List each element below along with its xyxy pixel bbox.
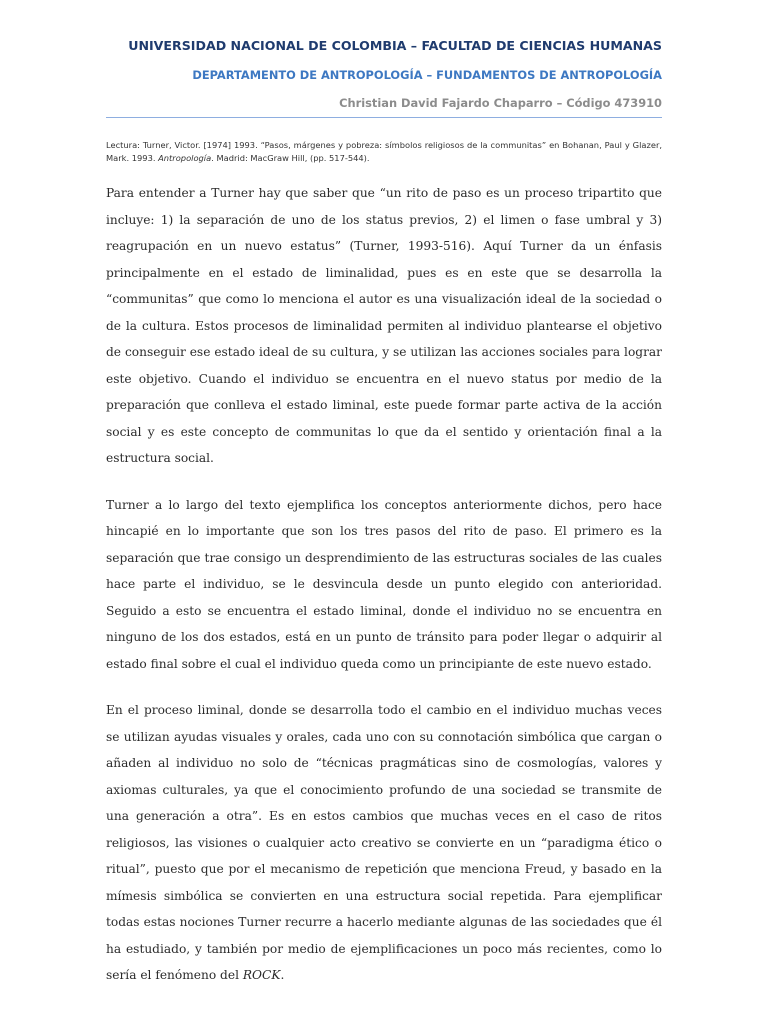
header-divider xyxy=(106,117,662,118)
reading-reference xyxy=(106,139,662,165)
paragraph-3-end: . xyxy=(280,968,285,982)
paragraph-2: Turner a lo largo del texto ejemplifica los conceptos anteriormente dichos, pero hace hincapié en lo importante que son los tres pasos del rito de paso. El primero es la separación que trae consigo un desprendimiento de las estructuras sociales de las cuales hace parte el individuo, se le desvincula desde un punto elegido con anterioridad. Seguido a esto se encuentra el estado liminal, donde el individuo no se encuentra en ninguno de los dos estados, está en un punto de tránsito para poder llegar o adquirir al estado final sobre el cual el individuo queda como un principiante de este nuevo estado. xyxy=(106,497,662,671)
essay-body xyxy=(106,180,662,1009)
paragraph-3-text: En el proceso liminal, donde se desarrolla todo el cambio en el individuo muchas veces se utilizan ayudas visuales y orales, cada uno con su connotación simbólica que cargan o añaden al individuo no solo de “técnicas pragmáticas sino de cosmologías, valores y axiomas culturales, ya que el conocimiento profundo de una sociedad se transmite de una generación a otra”. Es en estos cambios que muchas veces en el caso de ritos religiosos, las visiones o cualquier acto creativo se convierte en un “paradigma ético o ritual”, puesto que por el mecanismo de repetición que menciona Freud, y basado en la mímesis simbólica se convierten en una estructura social repetida. Para ejemplificar todas estas nociones Turner recurre a hacerlo mediante algunas de las sociedades que él ha estudiado, y también por medio de ejemplificaciones un poco más recientes, como lo sería el fenómeno del xyxy=(106,703,662,982)
reference-text: Lectura: Turner, Victor. [1974] 1993. “Pasos, márgenes y pobreza: símbolos religiosos de la communitas” en Bohanan, Paul y Glazer, Mark. 1993. xyxy=(106,140,662,163)
department-header: DEPARTAMENTO DE ANTROPOLOGÍA – FUNDAMENTOS DE ANTROPOLOGÍA xyxy=(192,68,662,82)
rock-emphasis: ROCK xyxy=(242,968,281,982)
reference-publisher: . Madrid: MacGraw Hill, (pp. 517-544). xyxy=(211,153,370,163)
paragraph-3 xyxy=(106,697,662,989)
author-header: Christian David Fajardo Chaparro – Código 473910 xyxy=(339,96,662,110)
university-header: UNIVERSIDAD NACIONAL DE COLOMBIA – FACULTAD DE CIENCIAS HUMANAS xyxy=(128,38,662,53)
reference-book-title: Antropología xyxy=(158,153,212,163)
paragraph-1: Para entender a Turner hay que saber que “un rito de paso es un proceso tripartito que incluye: 1) la separación de uno de los status previos, 2) el limen o fase umbral y 3) reagrupación en un nuevo estatus” (Turner, 1993-516). Aquí Turner da un énfasis principalmente en el estado de liminalidad, pues es en este que se desarrolla la “communitas” que como lo menciona el autor es una visualización ideal de la sociedad o de la cultura. Estos procesos de liminalidad permiten al individuo plantearse el objetivo de conseguir ese estado ideal de su cultura, y se utilizan las acciones sociales para lograr este objetivo. Cuando el individuo se encuentra en el nuevo status por medio de la preparación que conlleva el estado liminal, este puede formar parte activa de la acción social y es este concepto de communitas lo que da el sentido y orientación final a la estructura social. xyxy=(106,186,662,465)
